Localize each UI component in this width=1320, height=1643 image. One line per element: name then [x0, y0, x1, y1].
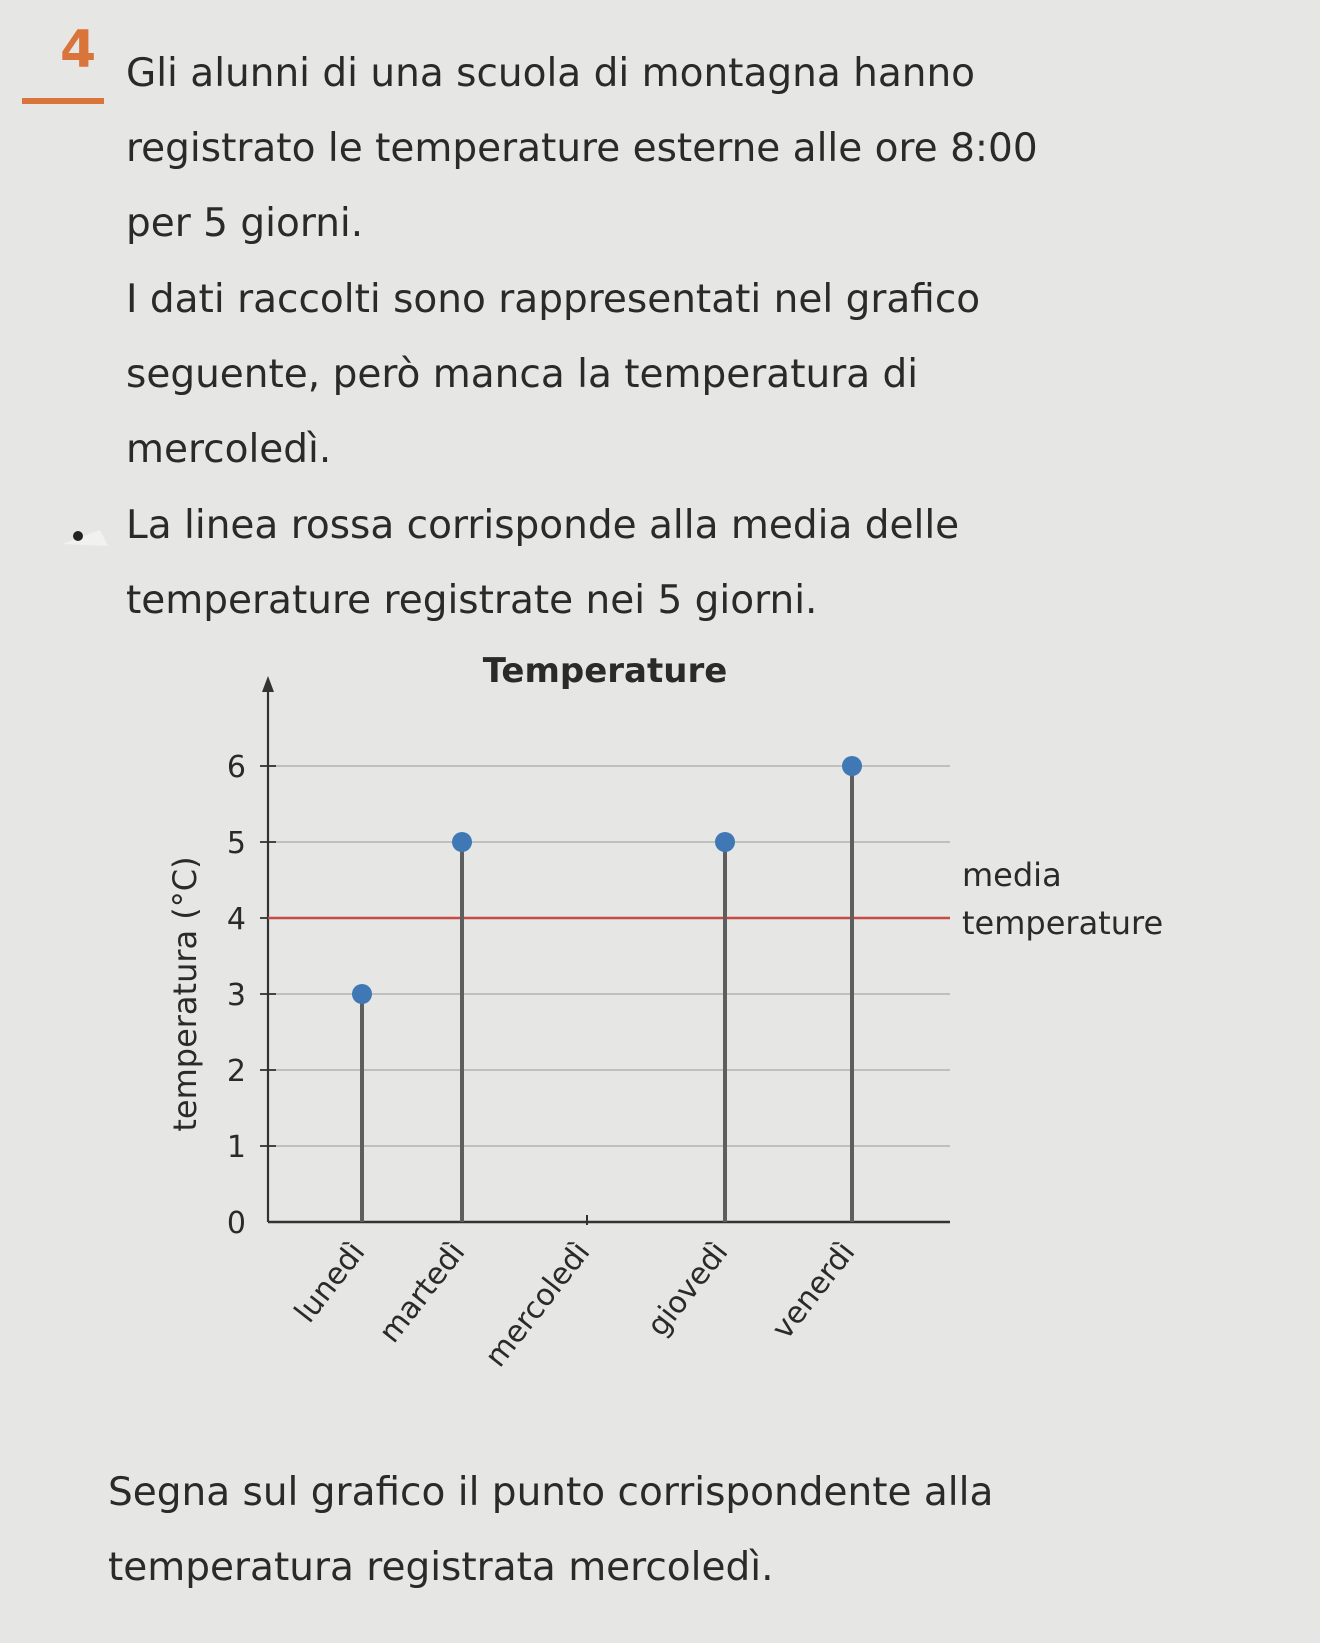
- chart-title: Temperature: [482, 651, 728, 691]
- category-label: lunedì: [287, 1235, 373, 1330]
- mean-line-text: La linea rossa corrisponde alla media delle: [126, 503, 960, 548]
- point-venerdì: [842, 756, 862, 776]
- y-tick-label: 2: [226, 1054, 246, 1089]
- y-axis-arrow: [262, 676, 274, 692]
- category-label: giovedì: [640, 1235, 736, 1344]
- category-label: venerdì: [765, 1235, 863, 1346]
- bullet-icon: [60, 520, 110, 550]
- y-tick-label: 5: [226, 826, 246, 861]
- data-line: I dati raccolti sono rappresentati nel grafico: [126, 277, 981, 322]
- data-line: seguente, però manca la temperatura di: [126, 352, 919, 397]
- intro-line: registrato le temperature esterne alle ore 8:00: [126, 126, 1038, 171]
- y-tick-label: 0: [226, 1206, 246, 1241]
- chart-svg[interactable]: [150, 640, 1210, 1400]
- intro-line: Gli alunni di una scuola di montagna hanno: [126, 51, 976, 96]
- exercise-intro: [126, 36, 1286, 261]
- point-lunedì: [352, 984, 372, 1004]
- y-tick-label: 6: [226, 750, 246, 785]
- category-label: martedì: [372, 1235, 473, 1350]
- temperature-chart[interactable]: [150, 640, 1210, 1400]
- data-line: mercoledì.: [126, 427, 332, 472]
- y-tick-label: 1: [226, 1130, 246, 1165]
- intro-line: per 5 giorni.: [126, 201, 364, 246]
- mean-line-text: temperature registrate nei 5 giorni.: [126, 578, 818, 623]
- mean-label: temperature: [962, 904, 1164, 942]
- category-label: mercoledì: [478, 1235, 598, 1374]
- y-axis-label: temperatura (°C): [166, 856, 204, 1132]
- exercise-task: [108, 1455, 1308, 1605]
- point-giovedì: [715, 832, 735, 852]
- y-tick-label: 3: [226, 978, 246, 1013]
- task-line: Segna sul grafico il punto corrispondente alla: [108, 1470, 994, 1515]
- exercise-number-underline: [22, 98, 104, 104]
- exercise-mean-description: [126, 488, 1286, 638]
- y-tick-label: 4: [226, 902, 246, 937]
- exercise-data-description: [126, 262, 1286, 487]
- point-martedì: [452, 832, 472, 852]
- task-line: temperatura registrata mercoledì.: [108, 1545, 774, 1590]
- exercise-number: 4: [60, 20, 97, 80]
- mean-label: media: [962, 856, 1062, 894]
